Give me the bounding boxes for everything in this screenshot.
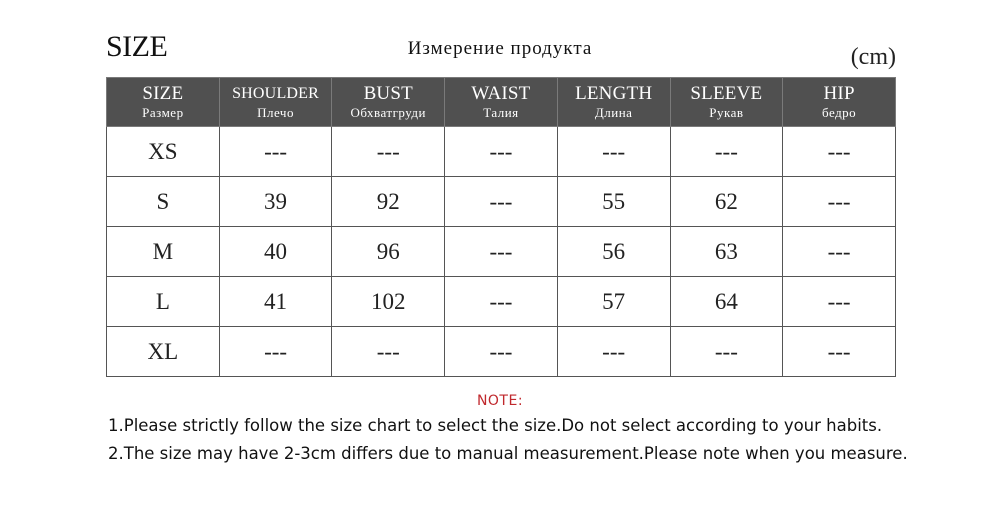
cell-waist: ---	[445, 327, 558, 377]
cell-shoulder: 41	[219, 277, 332, 327]
header-label: SIZE	[142, 83, 184, 104]
header-label: WAIST	[471, 83, 531, 104]
note-line-2: 2.The size may have 2-3cm differs due to manual measurement.Please note when you measure.	[108, 444, 908, 463]
cell-sleeve: 64	[670, 277, 783, 327]
header-length	[557, 78, 670, 127]
cell-waist: ---	[445, 277, 558, 327]
header-hip	[783, 78, 896, 127]
table-row	[107, 277, 896, 327]
table-row	[107, 177, 896, 227]
header-sublabel: Размер	[142, 105, 184, 120]
cell-length: ---	[557, 127, 670, 177]
cell-sleeve: 63	[670, 227, 783, 277]
cell-hip: ---	[783, 277, 896, 327]
cell-length: ---	[557, 327, 670, 377]
cell-sleeve: ---	[670, 127, 783, 177]
cell-length: 57	[557, 277, 670, 327]
cell-size: M	[107, 227, 220, 277]
cell-length: 55	[557, 177, 670, 227]
note-title: NOTE:	[476, 393, 524, 409]
cell-shoulder: ---	[219, 327, 332, 377]
cell-hip: ---	[783, 177, 896, 227]
table-header-row	[107, 78, 896, 127]
header-sublabel: Плечо	[257, 105, 294, 120]
cell-sleeve: 62	[670, 177, 783, 227]
product-measurement-subtitle: Измерение продукта	[407, 38, 593, 59]
table-row	[107, 227, 896, 277]
cell-waist: ---	[445, 127, 558, 177]
size-title: SIZE	[106, 30, 168, 63]
cell-size: XL	[107, 327, 220, 377]
cell-bust: 92	[332, 177, 445, 227]
header-label: HIP	[823, 83, 855, 104]
note-line-1: 1.Please strictly follow the size chart to select the size.Do not select according to your habits.	[108, 416, 883, 435]
cell-shoulder: 39	[219, 177, 332, 227]
cell-sleeve: ---	[670, 327, 783, 377]
header-label: SHOULDER	[232, 85, 320, 102]
cell-bust: 96	[332, 227, 445, 277]
cell-size: XS	[107, 127, 220, 177]
size-chart-table	[106, 77, 896, 377]
cell-size: L	[107, 277, 220, 327]
table-row	[107, 327, 896, 377]
header-label: SLEEVE	[690, 83, 763, 104]
cell-hip: ---	[783, 327, 896, 377]
cell-bust: ---	[332, 327, 445, 377]
cell-shoulder: ---	[219, 127, 332, 177]
header-sleeve	[670, 78, 783, 127]
cell-bust: ---	[332, 127, 445, 177]
header-sublabel: Рукав	[709, 105, 744, 120]
header-sublabel: Талия	[483, 105, 519, 120]
header-label: BUST	[363, 83, 413, 104]
cell-waist: ---	[445, 177, 558, 227]
header-size	[107, 78, 220, 127]
header-waist	[445, 78, 558, 127]
cell-waist: ---	[445, 227, 558, 277]
header-sublabel: Обхватгруди	[350, 105, 427, 120]
header-bust	[332, 78, 445, 127]
unit-label: (cm)	[850, 44, 896, 70]
header-label: LENGTH	[575, 83, 653, 104]
cell-length: 56	[557, 227, 670, 277]
cell-hip: ---	[783, 127, 896, 177]
cell-bust: 102	[332, 277, 445, 327]
header-sublabel: бедро	[822, 105, 857, 120]
cell-shoulder: 40	[219, 227, 332, 277]
header-shoulder	[219, 78, 332, 127]
cell-size: S	[107, 177, 220, 227]
table-row	[107, 127, 896, 177]
header-sublabel: Длина	[594, 105, 633, 120]
cell-hip: ---	[783, 227, 896, 277]
